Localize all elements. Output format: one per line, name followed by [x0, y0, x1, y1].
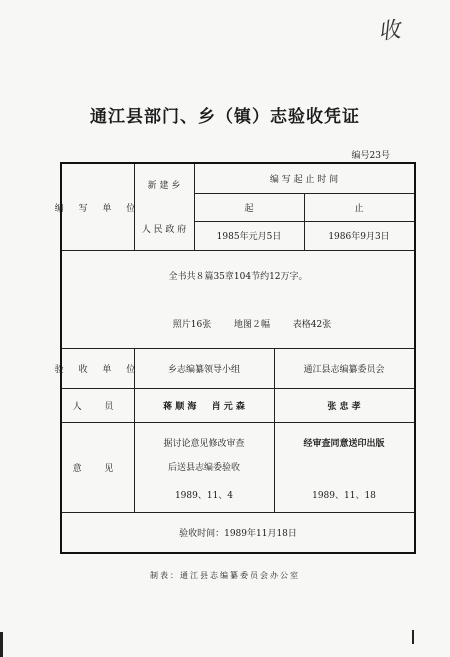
- opinion-1-date: 1989、11、4: [174, 490, 234, 501]
- unit-label: 编 写 单 位: [54, 203, 142, 214]
- unit-name-line-1: 新 建 乡: [147, 180, 181, 191]
- personnel-2: 张 忠 孝: [327, 401, 361, 412]
- opinion-1-line-2: 后送县志编委验收: [167, 462, 240, 473]
- end-date: 1986年9月3日: [328, 232, 390, 242]
- form-maker: 制表：通江县志编纂委员会办公室: [150, 571, 300, 580]
- personnel-1: 蒋 顺 海 肖 元 森: [163, 401, 245, 412]
- accept-unit-1: 乡志编纂领导小组: [167, 364, 240, 375]
- accept-unit-2: 通江县志编纂委员会: [303, 364, 385, 375]
- opinion-2-line-1: 经审查同意送印出版: [303, 438, 385, 449]
- document-title: 通江县部门、乡（镇）志验收凭证: [90, 107, 360, 127]
- opinion-2-date: 1989、11、18: [312, 490, 376, 501]
- handwritten-mark: 收: [376, 17, 402, 46]
- time-header: 编 写 起 止 时 间: [269, 175, 339, 185]
- scan-edge-mark: [412, 630, 414, 644]
- accept-unit-label: 验 收 单 位: [54, 364, 142, 375]
- end-label: 止: [354, 203, 364, 214]
- personnel-label: 人 员: [72, 401, 124, 412]
- acceptance-time: 验收时间：1989年11月18日: [179, 528, 297, 539]
- start-label: 起: [244, 203, 254, 214]
- start-date: 1985年元月5日: [216, 232, 282, 242]
- map-count: 地图２幅: [233, 319, 270, 330]
- photo-count: 照片16张: [172, 319, 212, 330]
- table-count: 表格42张: [292, 319, 332, 330]
- scan-edge-mark: [0, 632, 3, 657]
- row-divider: [62, 250, 414, 251]
- opinion-1-line-1: 据讨论意见修改审查: [163, 438, 245, 449]
- acceptance-form: [54, 162, 416, 554]
- book-summary: 全书共８篇35章104节约12万字。: [168, 271, 308, 282]
- serial-number: 编号23号: [351, 151, 390, 161]
- unit-name-line-2: 人 民 政 府: [141, 224, 187, 235]
- opinion-label: 意 见: [72, 463, 124, 474]
